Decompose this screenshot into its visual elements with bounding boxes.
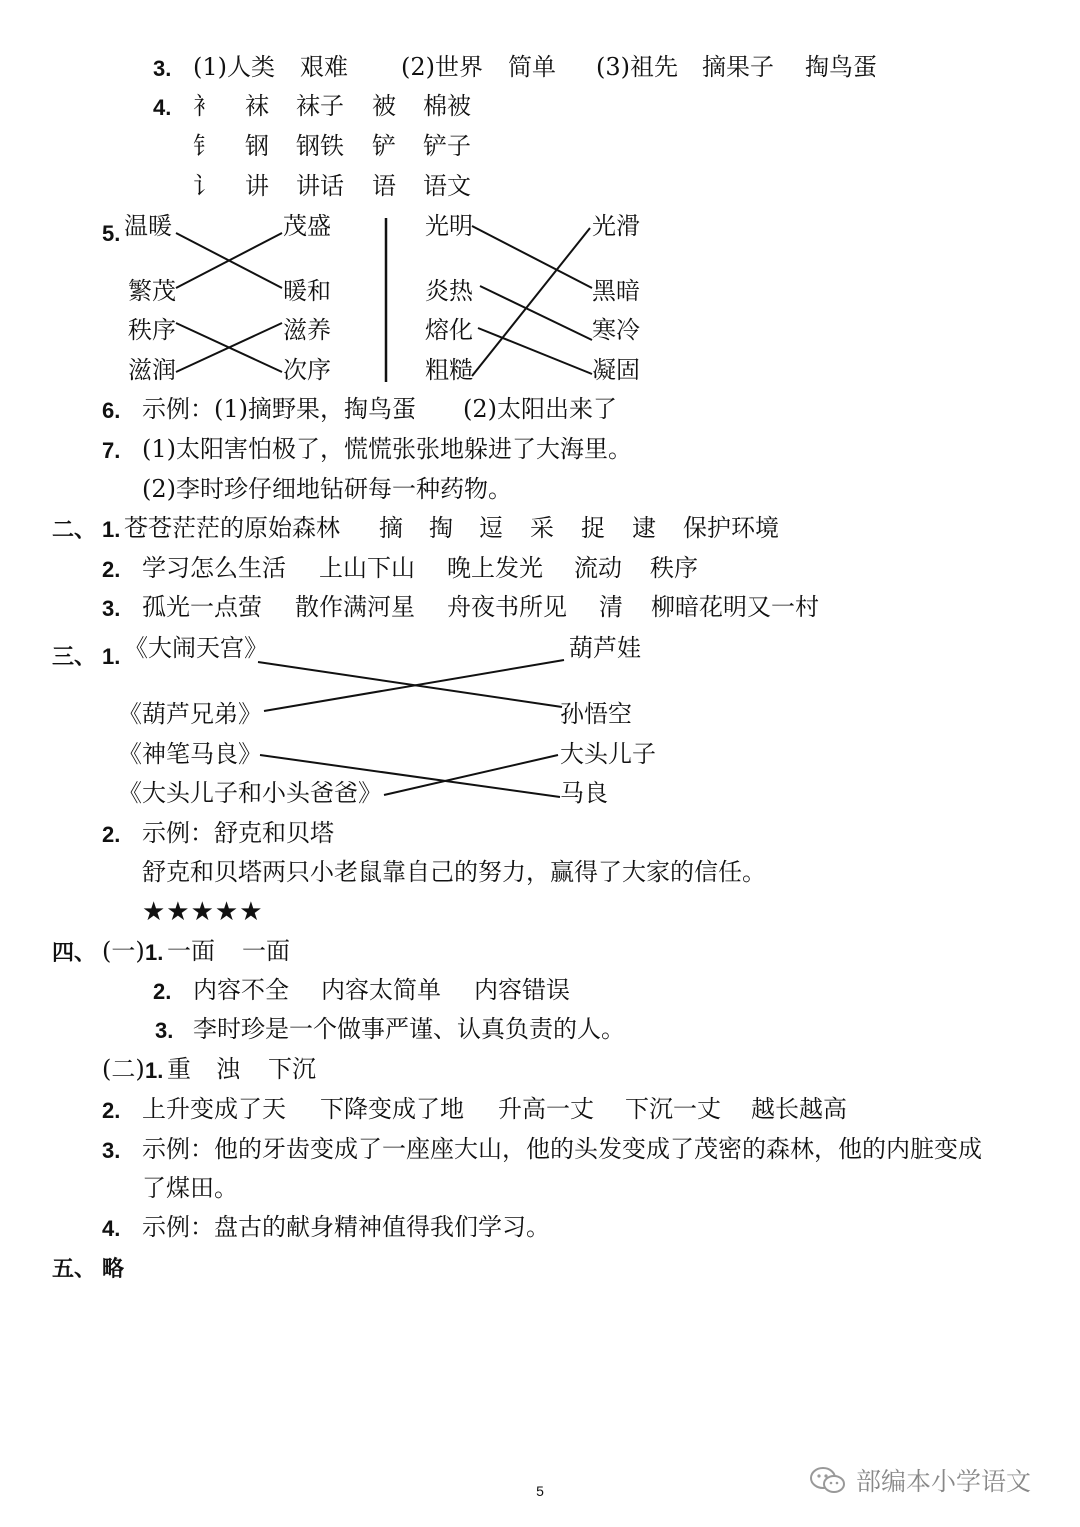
q4-number: 4. xyxy=(153,95,172,120)
match-word: 次序 xyxy=(283,356,331,384)
book-title: 《葫芦兄弟》 xyxy=(118,700,262,728)
book-title: 《大闹天宫》 xyxy=(124,634,268,662)
match-line xyxy=(472,226,592,288)
q2-number: 2. xyxy=(102,822,121,847)
answer-text: 上升变成了天 xyxy=(142,1095,286,1123)
answer-text: 示例：他的牙齿变成了一座座大山，他的头发变成了茂密的森林，他的内脏变成 xyxy=(142,1135,982,1163)
match-word: 寒冷 xyxy=(592,316,640,344)
answer-text: 示例：(1)摘野果，掏鸟蛋 xyxy=(142,395,416,423)
section-label: 三、 xyxy=(52,644,97,669)
match-word: 光滑 xyxy=(592,212,640,240)
match-word: 茂盛 xyxy=(283,212,331,240)
word: 钢铁 xyxy=(296,132,344,160)
watermark-text: 部编本小学语文 xyxy=(856,1467,1032,1496)
answer-text: 舒克和贝塔两只小老鼠靠自己的努力，赢得了大家的信任。 xyxy=(142,858,766,886)
character: 被 xyxy=(372,92,396,120)
answer-text: 摘果子 xyxy=(702,53,774,81)
character-name: 马良 xyxy=(560,779,608,807)
character: 钢 xyxy=(245,132,269,160)
character: 铲 xyxy=(372,132,396,160)
word: 铲子 xyxy=(423,132,471,160)
answer-text: 内容不全 xyxy=(193,976,289,1004)
answer-text: 清 xyxy=(599,593,623,621)
match-word: 温暖 xyxy=(124,212,172,240)
q2-number: 2. xyxy=(102,1098,121,1123)
answer-text: (2)李时珍仔细地钻研每一种药物。 xyxy=(142,475,512,503)
answer-text: 上山下山 xyxy=(319,554,415,582)
match-word: 滋养 xyxy=(283,316,331,344)
q5-number: 5. xyxy=(102,221,121,246)
character: 讲 xyxy=(245,172,269,200)
answer-text: 摘 xyxy=(379,514,403,542)
answer-text: 保护环境 xyxy=(683,514,779,542)
book-title: 《神笔马良》 xyxy=(118,740,262,768)
answer-text: 下沉一丈 xyxy=(625,1095,721,1123)
answer-text: 李时珍是一个做事严谨、认真负责的人。 xyxy=(193,1015,625,1043)
answer-text: 一面 xyxy=(242,937,290,965)
answer-text: (2)太阳出来了 xyxy=(463,395,617,423)
answer-text: (2)世界 xyxy=(401,53,483,81)
radical: 衤 xyxy=(193,92,217,120)
word: 语文 xyxy=(423,172,471,200)
answer-text: 下沉 xyxy=(268,1055,316,1083)
radical: 讠 xyxy=(193,172,217,200)
answer-text: (1)太阳害怕极了，慌慌张张地躲进了大海里。 xyxy=(142,435,632,463)
chat-bubble-icon xyxy=(808,1465,848,1495)
section-label: 四、 xyxy=(52,940,97,965)
answer-text: 舟夜书所见 xyxy=(447,593,567,621)
q1-number: 1. xyxy=(102,517,121,542)
character: 袜 xyxy=(245,92,269,120)
answer-text: 秩序 xyxy=(650,554,698,582)
answer-text: 一面 xyxy=(167,937,215,965)
answer-text: 内容太简单 xyxy=(321,976,441,1004)
section-label: 五、 xyxy=(52,1256,97,1281)
word: 棉被 xyxy=(423,92,471,120)
answer-text: 孤光一点萤 xyxy=(142,593,262,621)
answer-text: 苍苍茫茫的原始森林 xyxy=(124,514,340,542)
answer-text: 内容错误 xyxy=(474,976,570,1004)
answer-text: 柳暗花明又一村 xyxy=(651,593,819,621)
answer-text: 示例：盘古的献身精神值得我们学习。 xyxy=(142,1213,550,1241)
match-word: 光明 xyxy=(425,212,473,240)
match-word: 秩序 xyxy=(128,316,176,344)
star-rating: ★★★★★ xyxy=(142,897,264,927)
answer-text: 逗 xyxy=(479,514,503,542)
q3-number: 3. xyxy=(153,56,172,81)
match-word: 粗糙 xyxy=(425,356,473,384)
answer-text: 学习怎么生活 xyxy=(142,554,286,582)
q1-number: 1. xyxy=(145,940,164,965)
match-word: 滋润 xyxy=(128,356,176,384)
answer-text: 重 xyxy=(167,1055,191,1083)
answer-text: 浊 xyxy=(216,1055,240,1083)
answer-text: 简单 xyxy=(508,53,556,81)
q4-number: 4. xyxy=(102,1216,121,1241)
answer-text: 掏鸟蛋 xyxy=(805,53,877,81)
match-line xyxy=(264,660,564,711)
match-line xyxy=(472,228,590,376)
q2-number: 2. xyxy=(153,979,172,1004)
answer-text: 示例：舒克和贝塔 xyxy=(142,819,334,847)
match-word: 凝固 xyxy=(592,356,640,384)
part-label: (一) xyxy=(102,937,145,965)
match-word: 暖和 xyxy=(283,277,331,305)
q3-number: 3. xyxy=(102,1138,121,1163)
answer-text: 略 xyxy=(102,1256,125,1281)
answer-text: 散作满河星 xyxy=(295,593,415,621)
character: 语 xyxy=(372,172,396,200)
answer-text: 下降变成了地 xyxy=(320,1095,464,1123)
q7-number: 7. xyxy=(102,438,121,463)
q2-number: 2. xyxy=(102,557,121,582)
character-name: 孙悟空 xyxy=(560,700,632,728)
part-label: (二) xyxy=(102,1055,145,1083)
answer-text: (3)祖先 xyxy=(596,53,678,81)
q6-number: 6. xyxy=(102,398,121,423)
book-title: 《大头儿子和小头爸爸》 xyxy=(118,779,382,807)
match-word: 熔化 xyxy=(425,316,473,344)
q3-number: 3. xyxy=(102,596,121,621)
character-name: 葫芦娃 xyxy=(569,634,641,662)
character-name: 大头儿子 xyxy=(560,740,656,768)
match-line xyxy=(480,286,592,340)
answer-text: 晚上发光 xyxy=(447,554,543,582)
answer-text: (1)人类 xyxy=(193,53,275,81)
answer-text: 升高一丈 xyxy=(498,1095,594,1123)
section-label: 二、 xyxy=(52,517,97,542)
watermark xyxy=(808,1462,1031,1498)
answer-text: 捉 xyxy=(581,514,605,542)
match-word: 炎热 xyxy=(425,277,473,305)
match-line xyxy=(478,328,592,374)
match-word: 黑暗 xyxy=(592,277,640,305)
match-word: 繁茂 xyxy=(128,277,176,305)
answer-text: 了煤田。 xyxy=(142,1174,238,1202)
match-line xyxy=(260,755,560,797)
match-line xyxy=(384,755,558,795)
q1-number: 1. xyxy=(145,1058,164,1083)
word: 讲话 xyxy=(296,172,344,200)
answer-text: 掏 xyxy=(429,514,453,542)
answer-text: 逮 xyxy=(632,514,656,542)
page-number: 5 xyxy=(536,1483,544,1499)
q3-number: 3. xyxy=(155,1018,174,1043)
answer-text: 流动 xyxy=(574,554,622,582)
answer-text: 艰难 xyxy=(300,53,348,81)
q1-number: 1. xyxy=(102,644,121,669)
word: 袜子 xyxy=(296,92,344,120)
answer-text: 越长越高 xyxy=(751,1095,847,1123)
answer-text: 采 xyxy=(530,514,554,542)
radical: 钅 xyxy=(193,132,217,160)
